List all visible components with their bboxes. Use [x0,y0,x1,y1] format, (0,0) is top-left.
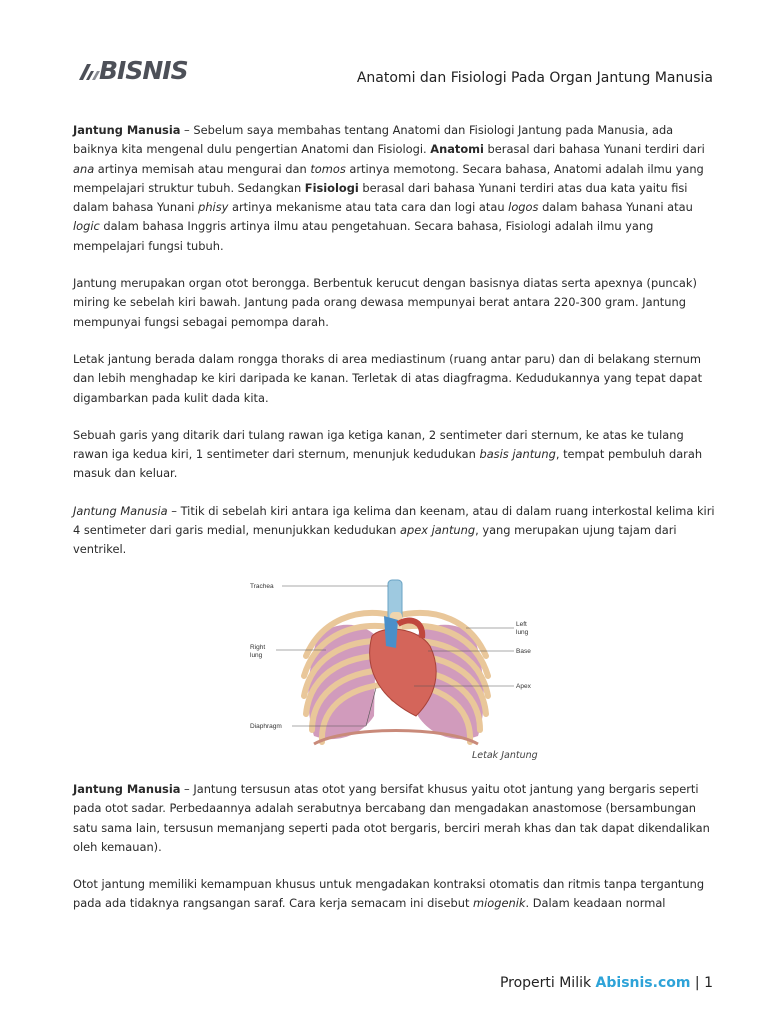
heart-shape [370,629,436,716]
term-phisy: phisy [198,200,229,215]
paragraph-basis [73,426,718,484]
logo-mark-icon [77,60,101,82]
text-span: Otot jantung memiliki kemampuan khusus untuk mengadakan kontraksi otomatis dan ritmis tanpa tergantung pada ada tidaknya rangsangan saraf. Cara kerja semacam ini disebut [73,877,705,911]
paragraph-muscle [73,780,718,857]
document-title: Anatomi dan Fisiologi Pada Organ Jantung Manusia [356,70,713,86]
label-trachea: Trachea [250,583,274,590]
logo-text: BISNIS [99,56,188,85]
article-body [73,121,718,578]
text-span: berasal dari bahasa Yunani terdiri dari [483,142,705,157]
text-span: artinya memotong. Secara bahasa, Anatomi adalah ilmu yang mempelajari struktur tubuh. Sedangkan [73,161,704,195]
text-span: berasal dari bahasa Yunani terdiri atas dua kata yaitu fisi dalam bahasa Yunani [73,180,688,215]
text-span: Sebuah garis yang ditarik dari tulang rawan iga ketiga kanan, 2 sentimeter dari sternum, ke atas ke tulang rawan iga kedua kiri, 1 sentimeter dari sternum, menunjuk kedudukan [73,427,684,462]
paragraph-organ: Jantung merupakan organ otot berongga. Berbentuk kerucut dengan basisnya diatas serta apexnya (puncak) miring ke sebelah kiri bawah. Jantung pada orang dewasa mempunyai berat antara 220-300 gram. Jantung mempunyai fungsi sebagai pemompa darah. [73,276,697,329]
page-footer [500,975,713,991]
term-fisiologi: Fisiologi [304,180,359,195]
heart-location-illustration [246,576,546,766]
text-span: dalam bahasa Yunani atau [538,200,693,215]
label-diaphragm: Diaphragm [250,723,282,730]
paragraph-location: Letak jantung berada dalam rongga thoraks di area mediastinum (ruang antar paru) dan di belakang sternum dan lebih menghadap ke kiri daripada ke kanan. Terletak di atas diagfragma. Kedudukannya yang tepat dapat digambarkan pada kulit dada kita. [73,351,703,405]
term-jantung-manusia-2: Jantung Manusia [73,782,181,796]
text-span: , tempat pembuluh darah masuk dan keluar. [73,447,703,481]
figure-caption: Letak Jantung [472,750,538,761]
abisnis-logo [77,56,188,85]
label-right-lung-2: lung [250,652,263,659]
term-logic: logic [73,219,100,234]
paragraph-myogenic [73,875,718,914]
text-span: . Dalam keadaan normal [525,896,666,911]
vena-cava-shape [384,616,398,648]
term-ana: ana [73,161,95,176]
footer-brand-link[interactable]: Abisnis.com [595,975,691,991]
article-body-continued [73,780,718,932]
text-span: – Sebelum saya membahas tentang Anatomi dan Fisiologi Jantung pada Manusia, ada baiknya kita mengenal dulu pengertian Anatomi dan Fisiologi. [73,123,674,157]
term-tomos: tomos [310,161,346,176]
term-logos: logos [508,200,539,215]
label-left-lung-2: lung [516,629,529,636]
term-jantung-manusia-italic: Jantung Manusia [73,503,168,518]
term-basis-jantung: basis jantung [479,447,556,462]
paragraph-apex [73,502,718,560]
term-apex-jantung: apex jantung [400,523,476,538]
text-span: dalam bahasa Inggris artinya ilmu atau pengetahuan. Secara bahasa, Fisiologi adalah ilmu yang mempelajari fungsi tubuh. [73,219,654,253]
text-span: – Jantung tersusun atas otot yang bersifat khusus yaitu otot jantung yang bergaris seperti pada otot sadar. Perbedaannya adalah serabutnya bercabang dan mengadakan anastomose (bersambungan satu sama lain, tersusun memanjang seperti pada otot bergaris, berciri merah khas dan tak dapat dikendalikan oleh kemauan). [73,782,710,854]
term-miogenik: miogenik [473,896,526,911]
text-span: artinya memisah atau mengurai dan [94,161,311,176]
footer-prefix: Properti Milik [499,975,596,991]
term-anatomi: Anatomi [430,142,484,157]
label-left-lung-1: Left [516,621,527,628]
text-span: – Titik di sebelah kiri antara iga kelima dan keenam, atau di dalam ruang interkostal kelima kiri 4 sentimeter dari garis medial, menunjukkan kedudukan [73,503,715,538]
label-apex: Apex [516,683,531,690]
term-jantung-manusia: Jantung Manusia [73,123,181,137]
paragraph-definitions [73,121,718,256]
text-span: artinya mekanisme atau tata cara dan logi atau [228,200,509,215]
label-right-lung-1: Right [250,644,266,651]
label-base: Base [516,648,531,655]
text-span: , yang merupakan ujung tajam dari ventrikel. [73,523,677,557]
footer-page-number: | 1 [690,975,713,991]
